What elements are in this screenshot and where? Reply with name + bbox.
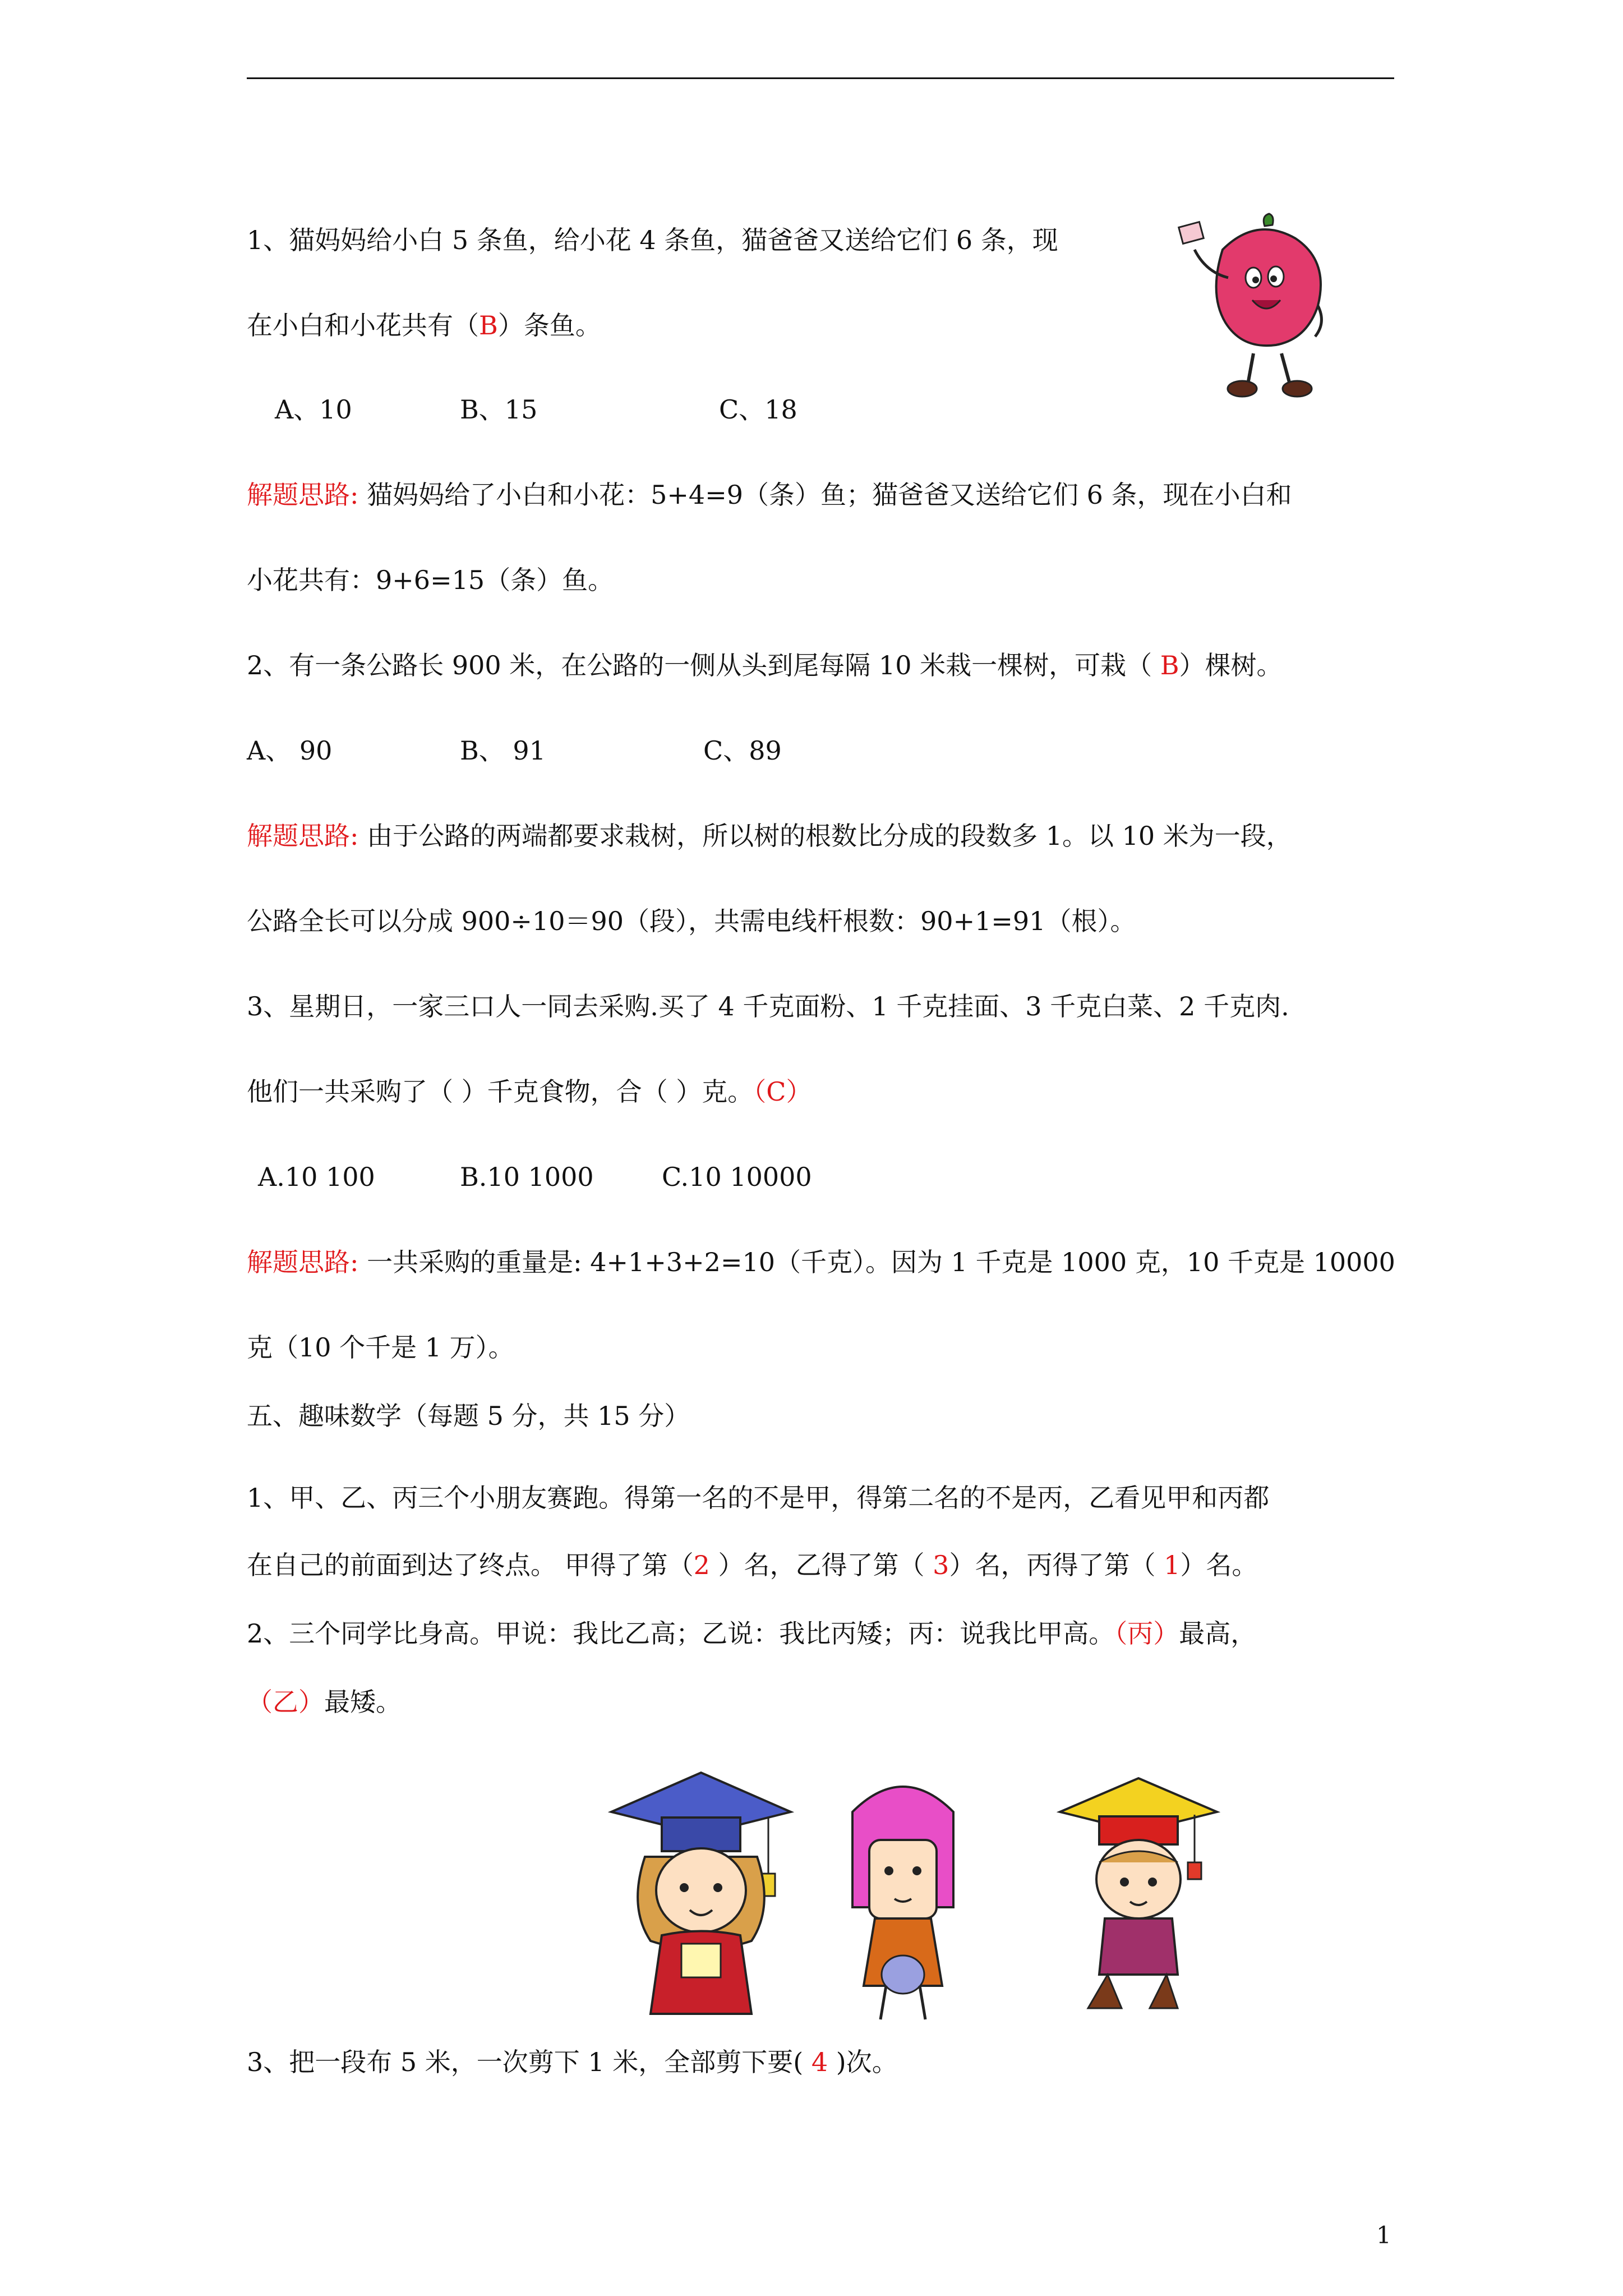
q2-answer: B bbox=[1160, 650, 1179, 680]
q1-hint-label: 解题思路: bbox=[247, 480, 359, 510]
q3-hint-text1: 一共采购的重量是: 4+1+3+2=10（千克）。因为 1 千克是 1000 克，10 千克是 10000 bbox=[367, 1247, 1395, 1277]
f1-line2-b: ）名，乙得了第（ bbox=[709, 1550, 933, 1580]
kid-graduate-girl-figure bbox=[611, 1773, 791, 2014]
q1-option-a: A、10 bbox=[275, 394, 352, 425]
q2-option-b: B、 91 bbox=[460, 735, 546, 766]
f1-line2-c: ）名，丙得了第（ bbox=[949, 1550, 1164, 1580]
header-rule bbox=[247, 77, 1394, 79]
f2-line2-post: 最矮。 bbox=[324, 1687, 402, 1717]
pepper-mascot-illustration bbox=[1169, 210, 1335, 412]
q1-line1: 1、猫妈妈给小白 5 条鱼，给小花 4 条鱼，猫爸爸又送给它们 6 条，现 bbox=[247, 225, 1058, 255]
q1-hint-text1: 猫妈妈给了小白和小花：5+4=9（条）鱼；猫爸爸又送给它们 6 条，现在小白和 bbox=[367, 480, 1292, 510]
q3-line1: 3、星期日，一家三口人一同去采购.买了 4 千克面粉、1 千克挂面、3 千克白菜、2 千克肉. bbox=[247, 991, 1289, 1022]
q3-option-b: B.10 1000 bbox=[460, 1162, 594, 1192]
f2-answer-shortest: （乙） bbox=[247, 1687, 324, 1717]
f1-answer-bing: 1 bbox=[1164, 1550, 1181, 1580]
f2-line1-post: 最高， bbox=[1179, 1618, 1257, 1649]
q3-hint-line2: 克（10 个千是 1 万）。 bbox=[247, 1332, 514, 1363]
f1-line2-d: ）名。 bbox=[1180, 1550, 1258, 1580]
f2-line2 bbox=[247, 1685, 402, 1719]
q2-hint-text1: 由于公路的两端都要求栽树，所以树的根数比分成的段数多 1。以 10 米为一段， bbox=[367, 821, 1292, 851]
kid-graduate-boy-figure bbox=[1060, 1778, 1217, 2008]
f2-line1-pre: 2、三个同学比身高。甲说：我比乙高；乙说：我比丙矮；丙：说我比甲高。 bbox=[247, 1618, 1115, 1649]
f1-line2-a: 在自己的前面到达了终点。 甲得了第（ bbox=[247, 1550, 694, 1580]
q2-hint-line1 bbox=[247, 819, 1292, 853]
q1-line2-post: ）条鱼。 bbox=[497, 310, 601, 341]
kid-pink-hair-girl-figure bbox=[852, 1787, 953, 2019]
f2-answer-tallest: （丙） bbox=[1114, 1618, 1179, 1649]
q1-option-c: C、18 bbox=[719, 394, 797, 425]
q3-option-c: C.10 10000 bbox=[662, 1162, 812, 1192]
f1-line2 bbox=[247, 1548, 1257, 1582]
q3-option-a: A.10 100 bbox=[258, 1162, 375, 1192]
q3-hint-label: 解题思路: bbox=[247, 1247, 359, 1277]
f2-line1 bbox=[247, 1617, 1256, 1650]
q2-hint-line2: 公路全长可以分成 900÷10＝90（段），共需电线杆根数：90+1=91（根）。 bbox=[247, 906, 1136, 936]
q3-line2-pre: 他们一共采购了（ ）千克食物，合（ ）克。 bbox=[247, 1076, 754, 1107]
three-kids-illustration bbox=[600, 1750, 1273, 2031]
f1-line1: 1、甲、乙、丙三个小朋友赛跑。得第一名的不是甲，得第二名的不是丙，乙看见甲和丙都 bbox=[247, 1483, 1270, 1513]
q1-hint-line2: 小花共有：9+6=15（条）鱼。 bbox=[247, 565, 614, 595]
q2-option-a: A、 90 bbox=[247, 735, 333, 766]
q2-line bbox=[247, 648, 1283, 682]
q1-line2-pre: 在小白和小花共有（ bbox=[247, 310, 479, 341]
q3-answer: （C） bbox=[753, 1076, 812, 1107]
f3-line bbox=[247, 2045, 898, 2079]
q1-line2 bbox=[247, 309, 601, 342]
q2-line-pre: 2、有一条公路长 900 米，在公路的一侧从头到尾每隔 10 米栽一棵树，可栽（ bbox=[247, 650, 1160, 680]
q2-option-c: C、89 bbox=[703, 735, 782, 766]
q2-line-post: ）棵树。 bbox=[1179, 650, 1283, 680]
page-number: 1 bbox=[1376, 2221, 1391, 2249]
q1-hint-line1 bbox=[247, 478, 1292, 512]
f3-line-post: )次。 bbox=[828, 2047, 898, 2077]
q3-line2 bbox=[247, 1075, 811, 1108]
f3-answer: 4 bbox=[811, 2047, 828, 2077]
f1-answer-yi: 3 bbox=[933, 1550, 949, 1580]
q3-hint-line1 bbox=[247, 1245, 1395, 1279]
section5-title: 五、趣味数学（每题 5 分，共 15 分） bbox=[247, 1401, 690, 1431]
q1-option-b: B、15 bbox=[460, 394, 538, 425]
q1-answer: B bbox=[479, 310, 498, 341]
f3-line-pre: 3、把一段布 5 米，一次剪下 1 米，全部剪下要( bbox=[247, 2047, 811, 2077]
f1-answer-jia: 2 bbox=[693, 1550, 710, 1580]
q2-hint-label: 解题思路: bbox=[247, 821, 359, 851]
